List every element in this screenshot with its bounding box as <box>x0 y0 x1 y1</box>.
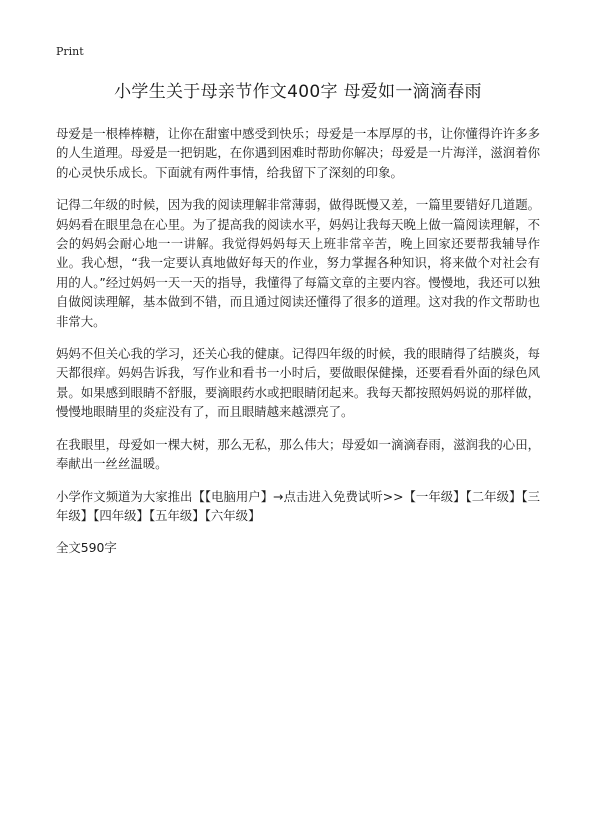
paragraph-reading-story: 记得二年级的时候，因为我的阅读理解非常薄弱，做得既慢又差，一篇里要错好几道题。妈妈看在眼里急在心里。为了提高我的阅读水平，妈妈让我每天晚上做一篇阅读理解，不会的妈妈会耐心地一一讲解。我觉得妈妈每天上班非常辛苦，晚上回家还要帮我辅导作业。我心想，“我一定要认真地做好每天的作业，努力掌握各种知识，将来做个对社会有用的人。”经过妈妈一天一天的指导，我懂得了每篇文章的主要内容。慢慢地，我还可以独自做阅读理解，基本做到不错，而且通过阅读还懂得了很多的道理。这对我的作文帮助也非常大。 <box>56 197 540 329</box>
promo-intro-text: 小学作文频道为大家推出【 <box>56 488 205 504</box>
free-trial-link[interactable]: →点击进入免费试听>> <box>273 488 404 504</box>
word-count: 全文590字 <box>56 540 117 556</box>
print-link[interactable]: Print <box>56 45 84 58</box>
grade-1-link[interactable]: 【一年级】 <box>403 488 466 504</box>
grade-6-link[interactable]: 【六年级】 <box>204 507 261 523</box>
pc-user-link[interactable]: 【电脑用户】 <box>204 488 274 504</box>
paragraph-conclusion: 在我眼里，母爱如一棵大树，那么无私，那么伟大；母爱如一滴滴春雨，滋润我的心田，奉献出一丝丝温暖。 <box>56 436 540 472</box>
grade-5-link[interactable]: 【五年级】 <box>148 507 205 523</box>
paragraph-intro: 母爱是一根棒棒糖，让你在甜蜜中感受到快乐；母爱是一本厚厚的书，让你懂得许许多多的人生道理。母爱是一把钥匙，在你遇到困难时帮助你解决；母爱是一片海洋，滋润着你的心灵快乐成长。下面就有两件事情，给我留下了深刻的印象。 <box>56 126 540 180</box>
paragraph-health-story: 妈妈不但关心我的学习，还关心我的健康。记得四年级的时候，我的眼睛得了结膜炎，每天都很痒。妈妈告诉我，写作业和看书一小时后，要做眼保健操，还要看看外面的绿色风景。如果感到眼睛不舒服，要滴眼药水或把眼睛闭起来。我每天都按照妈妈说的那样做，慢慢地眼睛里的炎症没有了，而且眼睛越来越漂亮了。 <box>56 346 540 420</box>
grade-4-link[interactable]: 【四年级】 <box>93 507 149 523</box>
grade-3-link[interactable]: 【三年级】 <box>56 488 540 523</box>
promo-line <box>56 487 540 526</box>
grade-2-link[interactable]: 【二年级】 <box>465 488 522 504</box>
article-title: 小学生关于母亲节作文400字 母爱如一滴滴春雨 <box>114 82 482 102</box>
